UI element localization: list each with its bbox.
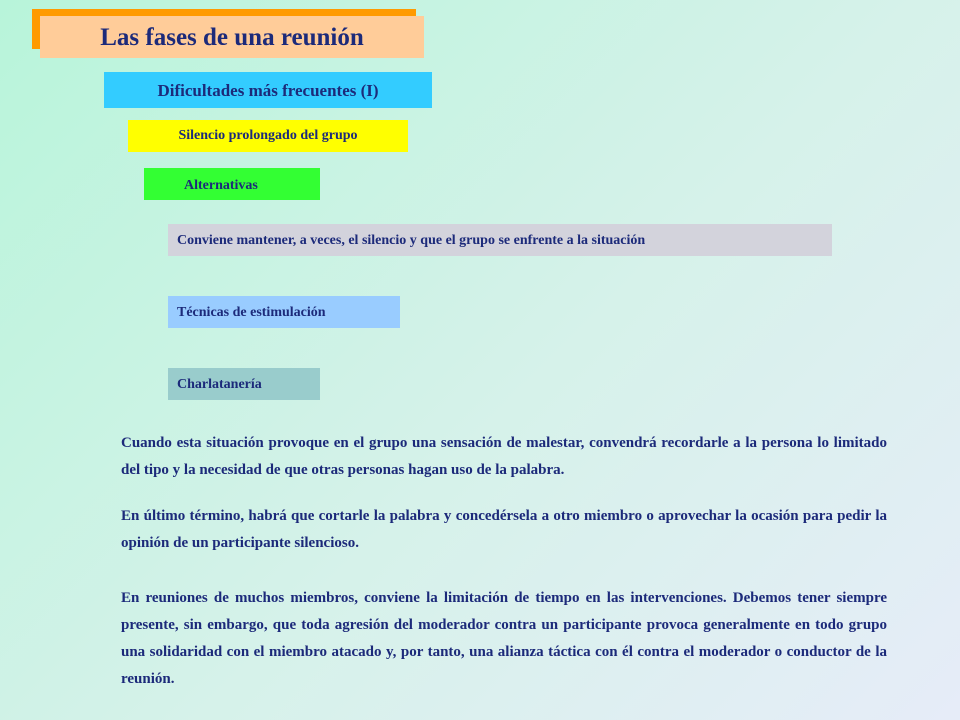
paragraph-malestar: Cuando esta situación provoque en el grupo una sensación de malestar, convendrá recordarle a la persona lo limitado del tipo y la necesidad de que otras personas hagan uso de la palabra.: [121, 435, 887, 478]
alternatives-label: Alternativas: [144, 168, 320, 200]
slide-title: Las fases de una reunión: [40, 16, 424, 58]
slide-subtitle: Dificultades más frecuentes (I): [104, 72, 432, 108]
option-stimulation-techniques: Técnicas de estimulación: [168, 296, 400, 328]
option-keep-silence: Conviene mantener, a veces, el silencio y que el grupo se enfrente a la situación: [168, 224, 832, 256]
topic-heading: Silencio prolongado del grupo: [128, 120, 408, 152]
paragraph-reuniones-grandes: En reuniones de muchos miembros, conviene la limitación de tiempo en las intervenciones. Debemos tener siempre presente, sin embargo, que toda agresión del moderador contra un participante provoca generalmente en todo grupo una solidaridad con el miembro atacado y, por tanto, una alianza táctica con él contra el moderador o conductor de la reunión.: [121, 590, 887, 687]
paragraph-ultimo-termino: En último término, habrá que cortarle la palabra y concedérsela a otro miembro o aprovechar la ocasión para pedir la opinión de un participante silencioso.: [121, 508, 887, 551]
option-charlataneria: Charlatanería: [168, 368, 320, 400]
